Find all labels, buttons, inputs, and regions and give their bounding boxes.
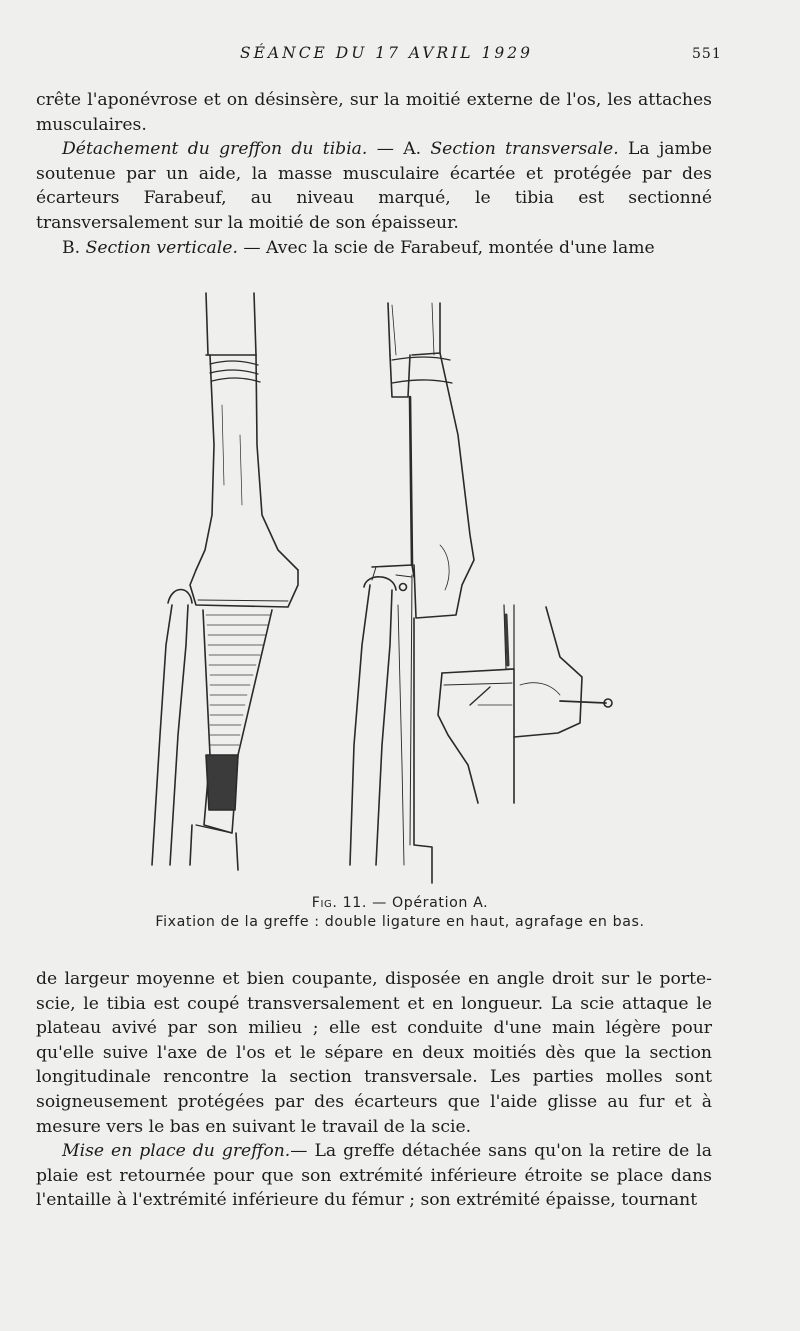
section-heading-mise-en-place: Mise en place du greffon. [62,1141,291,1162]
paragraph-3-body: — Avec la scie de Farabeuf, montée d'une lame [237,237,655,258]
section-heading-verticale: Section verticale. [85,237,238,258]
dash-a: — A. [367,139,431,160]
page-number: 551 [692,46,722,62]
figure-label: Fig. 11. [311,895,367,911]
running-title: SÉANCE DU 17 AVRIL 1929 [240,44,533,62]
paragraph-5-body: — La greffe détachée sans qu'on la retire de la plaie est retournée pour que son extrémité inférieure étroite se place dans l'entaille à l'extrémité inférieure du fémur ; son extrémité épaisse, tournant [36,1141,713,1211]
paragraph-5 [36,1139,712,1213]
section-heading-detachement: Détachement du greffon du tibia. [62,139,368,160]
figure-title: — Opération A. [366,895,489,911]
figure-caption-title [0,895,800,911]
paragraph-4: de largeur moyenne et bien coupante, disposée en angle droit sur le porte-scie, le tibia est coupé transversalement et en longueur. La scie attaque le plateau avivé par son milieu ; elle est conduite d'une main légère pour qu'elle suive l'axe de l'os et le sépare en deux moitiés dès que la section longitudinale rencontre la section transversale. Les parties molles sont soigneusement protégées par des écarteurs que l'aide glisse au fur et à mesure vers le bas en suivant le travail de la scie. [36,969,712,1137]
right-detail-drawing [438,605,612,803]
label-b: B. [62,237,86,258]
figure-11-illustration [0,285,800,885]
running-header [0,44,800,70]
middle-leg-drawing [350,303,474,883]
left-leg-drawing [152,293,298,870]
figure-caption-description: Fixation de la greffe : double ligature en haut, agrafage en bas. [155,914,645,930]
paragraph-1: crête l'aponévrose et on désinsère, sur la moitié externe de l'os, les attaches musculaires. [36,90,712,135]
paragraph-2 [36,137,712,235]
paragraph-2-body: La jambe soutenue par un aide, la masse musculaire écartée et protégée par des écarteurs Farabeuf, au niveau marqué, le tibia est sectionné transversalement sur la moitié de son épaisseur. [36,139,712,233]
section-heading-transversale: Section transversale. [430,139,619,160]
top-text-block [36,88,712,260]
bottom-text-block [36,967,712,1213]
paragraph-3 [36,236,712,261]
